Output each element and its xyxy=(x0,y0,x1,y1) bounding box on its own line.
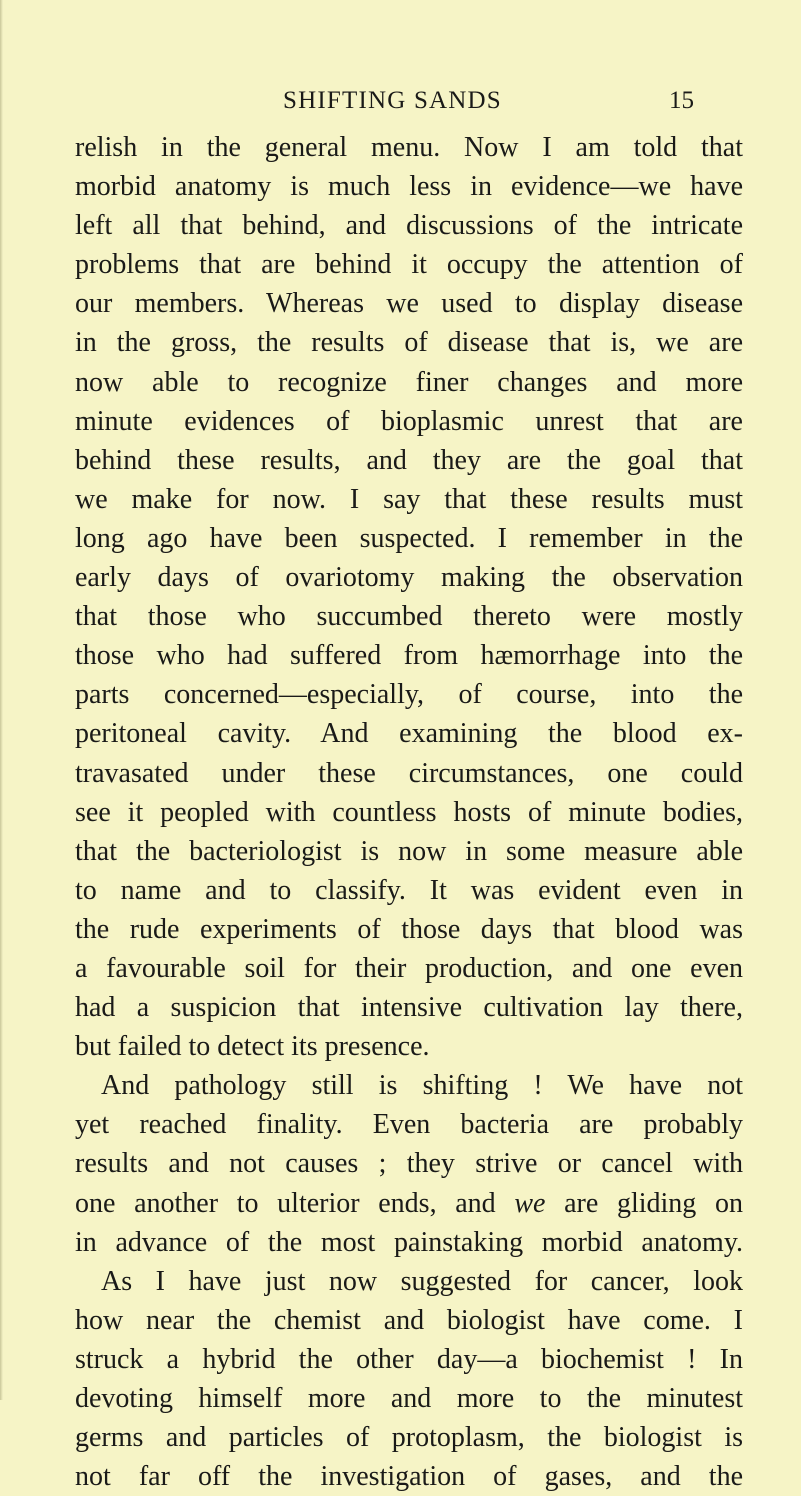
body-text xyxy=(75,128,743,1496)
running-title: SHIFTING SANDS xyxy=(283,87,502,114)
text-line: behind these results, and they are the goal that xyxy=(75,444,743,476)
text-line: results and not causes ; they strive or cancel with xyxy=(75,1148,743,1180)
paragraph-end-line: but failed to detect its presence. xyxy=(75,1031,430,1063)
text-line-with-italic: one another to ulterior ends, and we are gliding on xyxy=(75,1187,743,1219)
text-line: morbid anatomy is much less in evidence—we have xyxy=(75,171,743,203)
text-line: yet reached finality. Even bacteria are probably xyxy=(75,1109,743,1141)
text-line: that those who succumbed thereto were mostly xyxy=(75,601,743,633)
text-line: struck a hybrid the other day—a biochemist ! In xyxy=(75,1343,743,1375)
paragraph-start-line: As I have just now suggested for cancer, look xyxy=(101,1265,743,1297)
italic-word: we xyxy=(514,1187,546,1219)
text-line: problems that are behind it occupy the attention of xyxy=(75,249,743,281)
text-line: parts concerned—especially, of course, into the xyxy=(75,679,743,711)
text-line: not far off the investigation of gases, and the xyxy=(75,1461,743,1493)
page-edge-shadow xyxy=(0,0,3,1400)
text-line: relish in the general menu. Now I am told that xyxy=(75,132,743,163)
text-line: in advance of the most painstaking morbid anatomy. xyxy=(75,1226,743,1258)
text-line: germs and particles of protoplasm, the biologist is xyxy=(75,1422,743,1454)
text-line: left all that behind, and discussions of the intricate xyxy=(75,210,743,242)
running-head xyxy=(0,86,801,116)
paragraph-start-line: And pathology still is shifting ! We have not xyxy=(101,1070,743,1102)
text-line: travasated under these circumstances, one could xyxy=(75,757,743,789)
text-line: peritoneal cavity. And examining the blood ex- xyxy=(75,718,743,750)
text-line: now able to recognize finer changes and more xyxy=(75,366,743,398)
text-line: those who had suffered from hæmorrhage into the xyxy=(75,640,743,672)
page-number: 15 xyxy=(669,87,694,114)
text-line: how near the chemist and biologist have come. I xyxy=(75,1304,743,1336)
text-line: see it peopled with countless hosts of minute bodies, xyxy=(75,796,743,828)
text-line: the rude experiments of those days that blood was xyxy=(75,913,743,945)
text-line: a favourable soil for their production, and one even xyxy=(75,952,743,984)
text-line: we make for now. I say that these results must xyxy=(75,483,743,515)
text-line: to name and to classify. It was evident even in xyxy=(75,874,743,906)
text-line: that the bacteriologist is now in some measure able xyxy=(75,835,743,867)
text-line: long ago have been suspected. I remember in the xyxy=(75,522,743,554)
text-line: in the gross, the results of disease that is, we are xyxy=(75,327,743,359)
text-line: had a suspicion that intensive cultivation lay there, xyxy=(75,992,743,1024)
text-line: early days of ovariotomy making the observation xyxy=(75,562,743,594)
text-line: minute evidences of bioplasmic unrest that are xyxy=(75,405,743,437)
text-line: devoting himself more and more to the minutest xyxy=(75,1383,743,1414)
text-line: our members. Whereas we used to display disease xyxy=(75,288,743,320)
